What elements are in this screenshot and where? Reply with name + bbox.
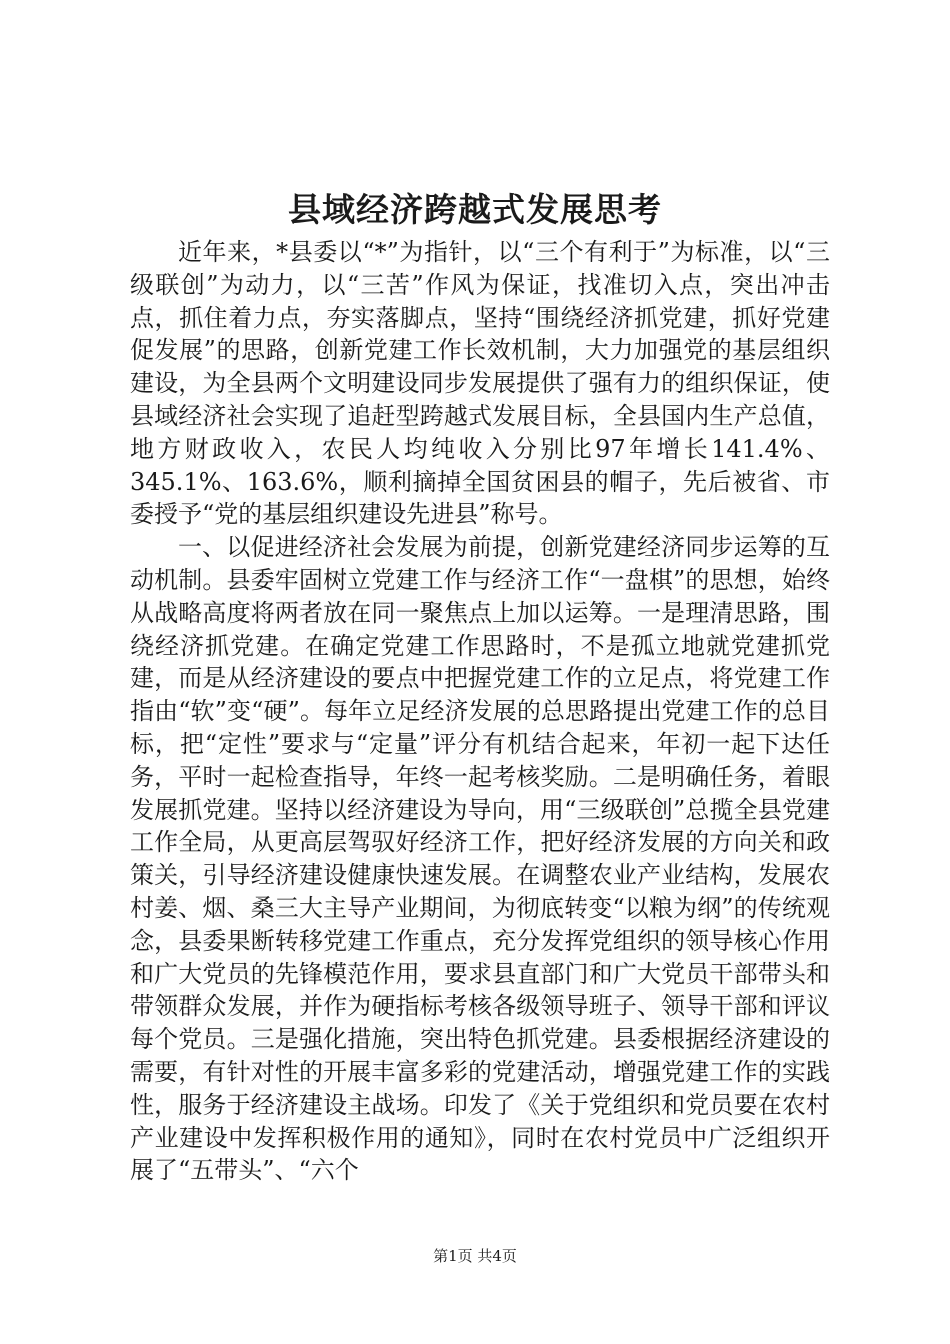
paragraph-intro: 近年来，*县委以“*”为指针，以“三个有利于”为标准，以“三级联创”为动力，以“三苦”作风为保证，找准切入点，突出冲击点，抓住着力点，夯实落脚点，坚持“围绕经济抓党建，抓好党建促发展”的思路，创新党建工作长效机制，大力加强党的基层组织建设，为全县两个文明建设同步发展提供了强有力的组织保证，使县域经济社会实现了追赶型跨越式发展目标，全县国内生产总值，地方财政收入，农民人均纯收入分别比97年增长141.4%、345.1%、163.6%，顺利摘掉全国贫困县的帽子，先后被省、市委授予“党的基层组织建设先进县”称号。	[130, 238, 830, 529]
document-body	[130, 236, 830, 1187]
document-title: 县域经济跨越式发展思考	[288, 190, 662, 229]
paragraph-section-1: 一、以促进经济社会发展为前提，创新党建经济同步运筹的互动机制。县委牢固树立党建工作与经济工作“一盘棋”的思想，始终从战略高度将两者放在同一聚焦点上加以运筹。一是理清思路，围绕经济抓党建。在确定党建工作思路时，不是孤立地就党建抓党建，而是从经济建设的要点中把握党建工作的立足点，将党建工作指由“软”变“硬”。每年立足经济发展的总思路提出党建工作的总目标，把“定性”要求与“定量”评分有机结合起来，年初一起下达任务，平时一起检查指导，年终一起考核奖励。二是明确任务，着眼发展抓党建。坚持以经济建设为导向，用“三级联创”总揽全县党建工作全局，从更高层驾驭好经济工作，把好经济发展的方向关和政策关，引导经济建设健康快速发展。在调整农业产业结构，发展农村姜、烟、桑三大主导产业期间，为彻底转变“以粮为纲”的传统观念，县委果断转移党建工作重点，充分发挥党组织的领导核心作用和广大党员的先锋模范作用，要求县直部门和广大党员干部带头和带领群众发展，并作为硬指标考核各级领导班子、领导干部和评议每个党员。三是强化措施，突出特色抓党建。县委根据经济建设的需要，有针对性的开展丰富多彩的党建活动，增强党建工作的实践性，服务于经济建设主战场。印发了《关于党组织和党员要在农村产业建设中发挥积极作用的通知》，同时在农村党员中广泛组织开展了“五带头”、“六个	[130, 533, 830, 1185]
page-number-footer: 第1页 共4页	[433, 1247, 517, 1265]
